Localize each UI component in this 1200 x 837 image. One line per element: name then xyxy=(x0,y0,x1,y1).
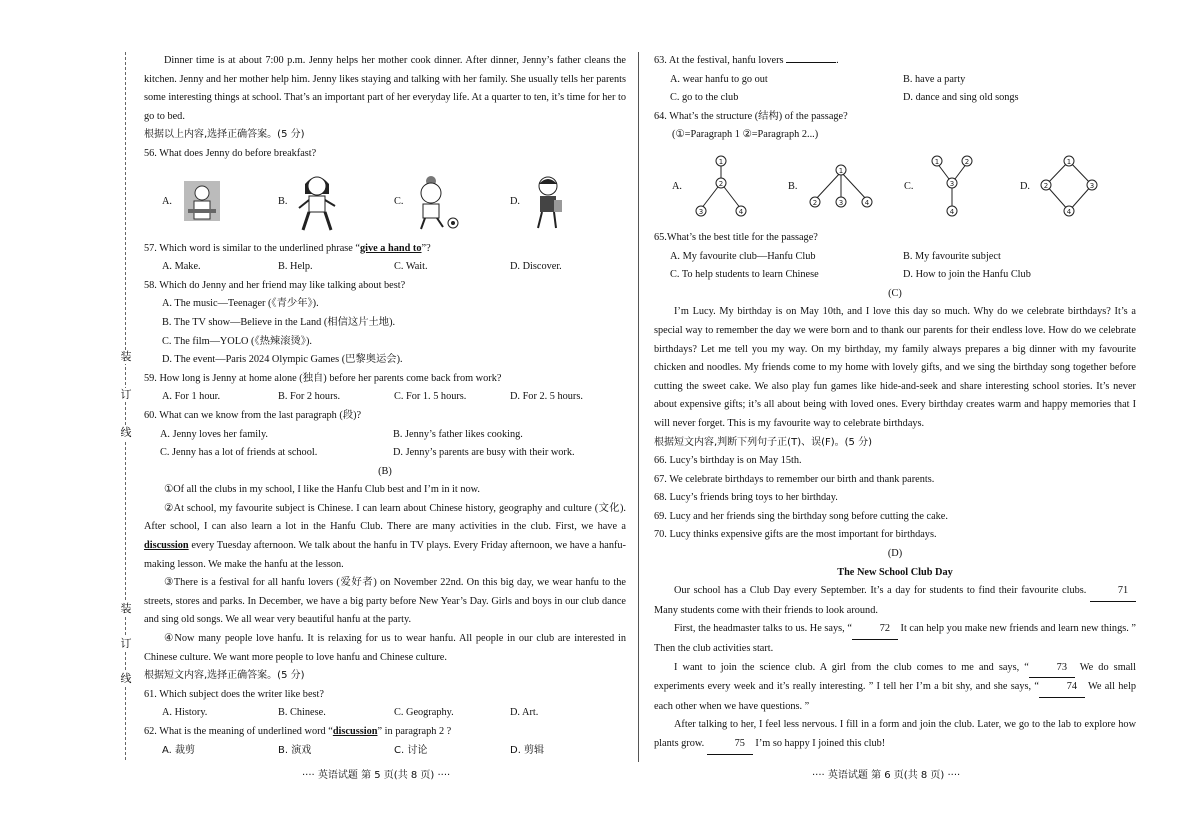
option-c[interactable]: C. To help students to learn Chinese xyxy=(670,269,819,281)
q65-options-row2 xyxy=(654,266,1136,285)
blank-75[interactable]: 75 xyxy=(707,735,753,755)
passage-a-paragraph: Dinner time is at about 7:00 p.m. Jenny helps her mother cook dinner. After dinner, Jenny’s father cleans the kitchen. Jenny and her mother help him. Jenny likes staying and talking with her family. She usually tells her parents some interesting things at school. That’s an important part of her everyday life. At a quarter to ten, it’s time for her to go to bed. xyxy=(144,55,626,122)
option-a[interactable]: A. xyxy=(162,179,278,225)
option-a[interactable]: A. My favourite club—Hanfu Club xyxy=(670,250,816,262)
q58-option-b[interactable]: B. The TV show—Believe in the Land (相信这片土地). xyxy=(162,316,396,328)
binding-char: 线 xyxy=(120,426,132,439)
page-footer-right: ···· 英语试题 第 6 页(共 8 页) ···· xyxy=(812,770,961,781)
q65-options-row1 xyxy=(654,248,1136,267)
q58-option-a[interactable]: A. The music—Teenager (《青少年》). xyxy=(162,298,319,310)
passage-d-title: The New School Club Day xyxy=(837,566,953,578)
girl-with-bag-icon xyxy=(528,172,568,232)
right-column xyxy=(654,52,1136,764)
underlined-word: discussion xyxy=(332,726,378,737)
page-footer-left: ···· 英语试题 第 5 页(共 8 页) ···· xyxy=(302,770,451,781)
svg-text:1: 1 xyxy=(935,157,940,166)
blank-71[interactable]: 71 xyxy=(1090,582,1136,602)
option-a[interactable]: A. Make. xyxy=(162,261,201,273)
binding-char: 订 xyxy=(120,637,132,650)
binding-char: 装 xyxy=(120,602,132,615)
question-63: 63. At the festival, hanfu lovers . xyxy=(654,55,839,66)
option-c[interactable]: C. For 1. 5 hours. xyxy=(394,391,467,403)
column-divider xyxy=(638,52,639,762)
passage-b-paragraph-3: ③There is a festival for all hanfu lovers (爱好者) on November 22nd. On this big day, we wear hanfu to the streets, stores and parks. In December, we have a big party before New Year’s Day. Girls and boys in our club dance and sing old songs. We all wear very beautiful hanfu at the party. xyxy=(144,577,626,626)
q64-note: (①=Paragraph 1 ②=Paragraph 2...) xyxy=(672,129,819,141)
option-c[interactable]: C. Wait. xyxy=(394,261,428,273)
option-a[interactable]: A. 1 2 3 4 xyxy=(672,155,788,219)
q64-structure-options xyxy=(654,145,1136,229)
option-d[interactable]: D. How to join the Hanfu Club xyxy=(903,269,1031,281)
option-a[interactable]: A. wear hanfu to go out xyxy=(670,73,768,85)
binding-char: 线 xyxy=(120,672,132,685)
blank-72[interactable]: 72 xyxy=(852,620,898,640)
section-d-heading: (D) xyxy=(887,548,903,560)
instruction: 根据短文内容,判断下列句子正(T)、误(F)。(5 分) xyxy=(654,436,872,448)
blank-74[interactable]: 74 xyxy=(1039,678,1085,698)
option-b[interactable]: B. My favourite subject xyxy=(903,250,1001,262)
passage-d-paragraph-1: Our school has a Club Day every September. It’s a day for students to find their favourite clubs. 71 Many students come with their friends to look around. xyxy=(654,582,1136,620)
option-d[interactable]: D. Jenny’s parents are busy with their work. xyxy=(393,447,575,459)
q56-picture-options xyxy=(144,164,626,240)
svg-text:2: 2 xyxy=(718,179,724,188)
q59-options xyxy=(144,388,626,407)
option-a[interactable]: A. 裁剪 xyxy=(162,744,196,756)
structure-diagram-a xyxy=(686,155,756,219)
question-61: 61. Which subject does the writer like best? xyxy=(144,688,324,700)
q58-option-d[interactable]: D. The event—Paris 2024 Olympic Games (巴黎奥运会). xyxy=(162,354,403,366)
svg-text:3: 3 xyxy=(839,198,844,207)
q58-option-c[interactable]: C. The film—YOLO (《热辣滚烫》). xyxy=(162,335,312,347)
svg-text:2: 2 xyxy=(813,198,818,207)
question-62: 62. What is the meaning of underlined word “discussion” in paragraph 2 ? xyxy=(144,726,452,737)
q63-options-row2 xyxy=(654,89,1136,108)
question-56: 56. What does Jenny do before breakfast? xyxy=(144,147,317,159)
structure-diagram-b xyxy=(801,162,881,212)
option-b[interactable]: B. Help. xyxy=(278,261,313,273)
passage-c-paragraph: I’m Lucy. My birthday is on May 10th, and I love this day so much. Why do we celebrate birthdays? It’s a special way to remember the day we were born and to thank our parents for their endless love. How do we celebrate birthdays? Let me tell you my way. On my birthday, my family always prepares a big dinner with my favourite chicken and noodles. My friends come to my home with lovely gifts, and we sing the birthday song together before cutting the sweet cake. We also play fun games like hide-and-seek and share interesting school stories. It’s never about expensive gifts; it’s all about being with loved ones. Every birthday creates warm and happy memories that I will never forget. This is my favourite way to celebrate birthdays. xyxy=(654,306,1136,429)
passage-b-paragraph-2: ②At school, my favourite subject is Chinese. I can learn about Chinese history, geography and culture (文化). After school, I can also learn a lot in the Hanfu Club. There are many activities in the club. First, we have a discussion every Tuesday afternoon. We talk about the hanfu in TV plays. Every Friday afternoon, we have a hanfu-making lesson. We make the hanfu at the lesson. xyxy=(144,502,626,570)
option-c[interactable]: C. Jenny has a lot of friends at school. xyxy=(160,447,318,459)
option-d[interactable]: D. dance and sing old songs xyxy=(903,92,1019,104)
true-false-70: 70. Lucy thinks expensive gifts are the most important for birthdays. xyxy=(654,529,937,541)
blank-73[interactable]: 73 xyxy=(1029,659,1075,679)
option-b[interactable]: B. Chinese. xyxy=(278,707,326,719)
option-b[interactable]: B. 1 2 3 4 xyxy=(788,162,904,212)
structure-diagram-d xyxy=(1034,155,1104,219)
option-d[interactable]: D. Discover. xyxy=(510,261,562,273)
q57-options xyxy=(144,258,626,277)
svg-text:3: 3 xyxy=(1089,181,1095,190)
binding-char: 订 xyxy=(120,388,132,401)
svg-text:2: 2 xyxy=(1043,181,1049,190)
binding-margin xyxy=(118,52,134,760)
soccer-girl-icon xyxy=(411,173,463,231)
answer-blank[interactable] xyxy=(786,62,836,63)
q62-options xyxy=(144,742,626,761)
true-false-67: 67. We celebrate birthdays to remember our birth and thank parents. xyxy=(654,473,935,485)
svg-text:1: 1 xyxy=(839,166,844,175)
underlined-phrase: give a hand to xyxy=(360,242,422,254)
true-false-68: 68. Lucy’s friends bring toys to her birthday. xyxy=(654,492,838,504)
question-59: 59. How long is Jenny at home alone (独自) before her parents come back from work? xyxy=(144,372,502,384)
option-b[interactable]: B. For 2 hours. xyxy=(278,391,341,403)
question-65: 65.What’s the best title for the passage? xyxy=(654,231,818,243)
section-c-heading: (C) xyxy=(888,287,902,299)
underlined-word: discussion xyxy=(144,540,189,552)
option-d[interactable]: D. xyxy=(510,172,626,232)
q61-options xyxy=(144,704,626,723)
svg-text:1: 1 xyxy=(718,157,724,166)
passage-d-paragraph-2: First, the headmaster talks to us. He says, “ 72 It can help you make new friends and learn new things. ” Then the club activities start. xyxy=(654,620,1136,658)
passage-d-paragraph-3: I want to join the science club. A girl from the club comes to me and says, “ 73 We do small experiments every week and it’s really interesting. ” I tell her I’m a bit shy, and she says, “ 74 We all help each other when we have questions. ” xyxy=(654,659,1136,717)
passage-b-paragraph-4: ④Now many people love hanfu. It is relaxing for us to wear hanfu. All people in our club are interested in Chinese culture. We want more people to love hanfu and Chinese culture. xyxy=(144,633,626,663)
true-false-66: 66. Lucy’s birthday is on May 15th. xyxy=(654,455,802,467)
option-a[interactable]: A. History. xyxy=(162,707,208,719)
option-c[interactable]: C. 讨论 xyxy=(394,744,428,756)
passage-b-paragraph-1: ①Of all the clubs in my school, I like the Hanfu Club best and I’m in it now. xyxy=(164,484,480,496)
svg-text:3: 3 xyxy=(950,179,955,188)
option-b[interactable]: B. 演戏 xyxy=(278,744,312,756)
option-c[interactable]: C. Geography. xyxy=(394,707,454,719)
question-58: 58. Which do Jenny and her friend may like talking about best? xyxy=(144,279,406,291)
left-column xyxy=(144,52,626,764)
option-a[interactable]: A. For 1 hour. xyxy=(162,391,221,403)
option-c[interactable]: C. go to the club xyxy=(670,92,739,104)
exercising-girl-icon xyxy=(295,170,339,234)
q63-options-row1 xyxy=(654,71,1136,90)
instruction: 根据以上内容,选择正确答案。(5 分) xyxy=(144,129,305,141)
question-60: 60. What can we know from the last paragraph (段)? xyxy=(144,409,362,421)
binding-char: 装 xyxy=(120,350,132,363)
svg-text:1: 1 xyxy=(1066,157,1072,166)
binding-dashed-line xyxy=(125,52,126,760)
question-64: 64. What’s the structure (结构) of the passage? xyxy=(654,110,848,122)
question-57: 57. Which word is similar to the underlined phrase “give a hand to”? xyxy=(144,242,431,254)
q60-options-row2 xyxy=(144,444,626,463)
washing-face-icon xyxy=(180,179,224,225)
section-b-heading: (B) xyxy=(378,465,392,477)
option-b[interactable]: B. xyxy=(278,170,394,234)
svg-text:4: 4 xyxy=(865,198,870,207)
option-b[interactable]: B. have a party xyxy=(903,73,966,85)
option-d[interactable]: D. 1 2 3 4 xyxy=(1020,155,1136,219)
option-b[interactable]: B. Jenny’s father likes cooking. xyxy=(393,428,523,440)
svg-text:2: 2 xyxy=(965,157,970,166)
option-a[interactable]: A. Jenny loves her family. xyxy=(160,428,268,440)
instruction: 根据短文内容,选择正确答案。(5 分) xyxy=(144,670,305,682)
svg-text:4: 4 xyxy=(950,207,955,216)
passage-d-paragraph-4: After talking to her, I feel less nervous. I fill in a form and join the club. Later, we go to the lab to explore how plants grow. 75 I’m so happy I joined this club! xyxy=(654,716,1136,754)
svg-text:4: 4 xyxy=(1066,207,1072,216)
true-false-69: 69. Lucy and her friends sing the birthday song before cutting the cake. xyxy=(654,510,948,522)
option-d[interactable]: D. 剪辑 xyxy=(510,744,545,756)
q60-options-row1 xyxy=(144,426,626,445)
option-d[interactable]: D. Art. xyxy=(510,707,539,719)
svg-text:3: 3 xyxy=(698,207,704,216)
option-c[interactable]: C. 1 2 3 4 xyxy=(904,155,1020,219)
structure-diagram-c xyxy=(917,155,987,219)
option-c[interactable]: C. xyxy=(394,173,510,231)
svg-text:4: 4 xyxy=(738,207,744,216)
option-d[interactable]: D. For 2. 5 hours. xyxy=(510,391,583,403)
